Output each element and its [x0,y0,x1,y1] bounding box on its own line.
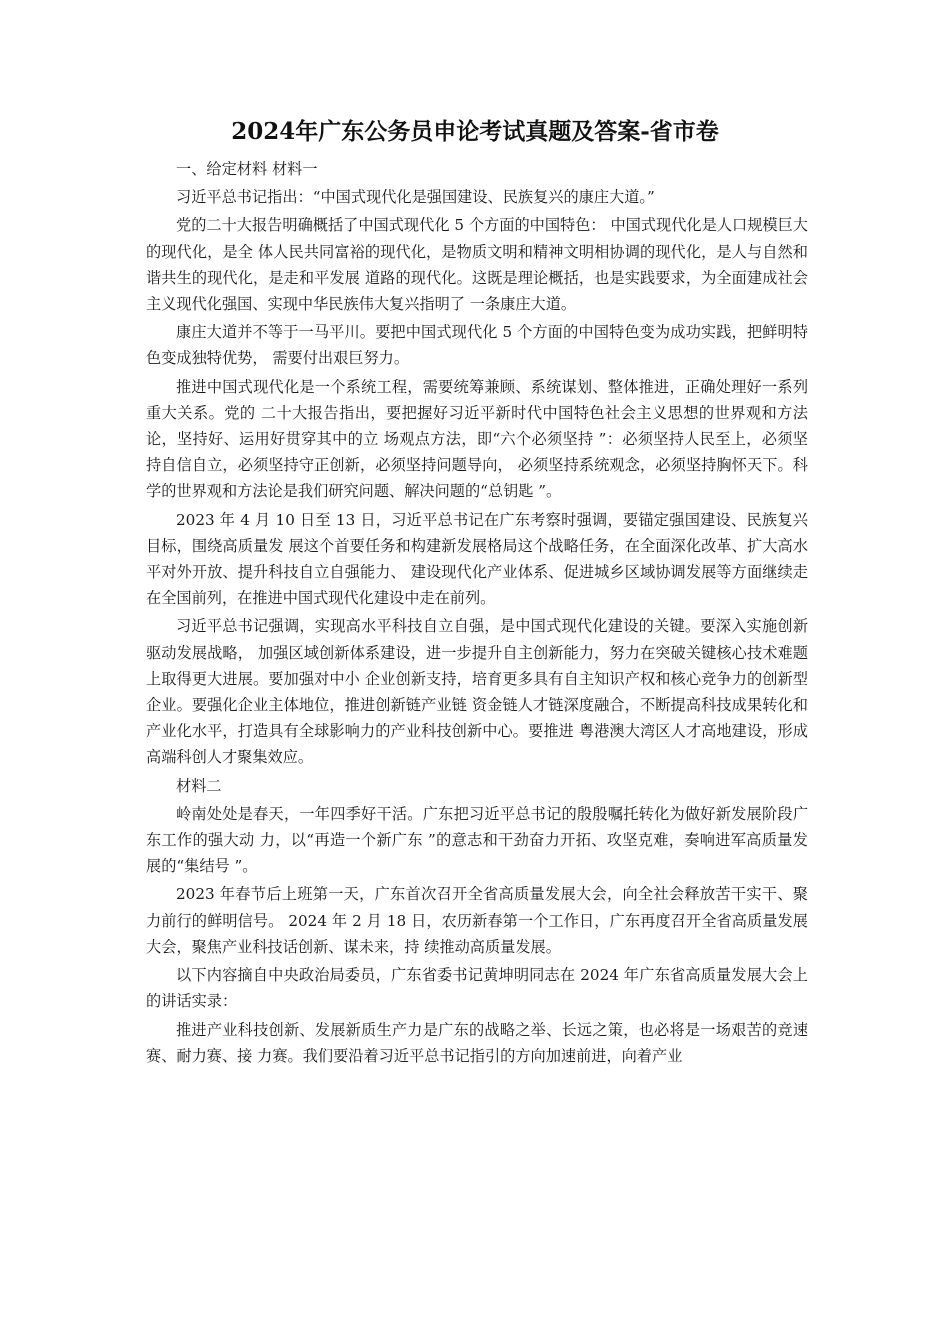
paragraph: 习近平总书记强调，实现高水平科技自立自强，是中国式现代化建设的关键。要深入实施创新驱动发展战略， 加强区域创新体系建设，进一步提升自主创新能力，努力在突破关键核心技术难题上取得更大进展。要加强对中小 企业创新支持，培育更多具有自主知识产权和核心竞争力的创新型企业。要强化企业主体地位，推进创新链产业链 资金链人才链深度融合，不断提高科技成果转化和产业化水平，打造具有全球影响力的产业科技创新中心。要推进 粤港澳大湾区人才高地建设，形成高端科创人才聚集效应。 [146,617,808,767]
paragraph: 2023 年春节后上班第一天，广东首次召开全省高质量发展大会，向全社会释放苦干实干、聚力前行的鲜明信号。 2024 年 2 月 18 日，农历新春第一个工作日，广东再度召开全省高质量发展大会，聚焦产业科技话创新、谋未来，持 续推动高质量发展。 [146,885,808,956]
paragraph: 推进中国式现代化是一个系统工程，需要统筹兼顾、系统谋划、整体推进，正确处理好一系列重大关系。党的 二十大报告指出，要把握好习近平新时代中国特色社会主义思想的世界观和方法论，坚持好、运用好贯穿其中的立 场观点方法，即“六个必须坚持 ”：必须坚持人民至上，必须坚持自信自立，必须坚持守正创新，必须坚持问题导向， 必须坚持系统观念，必须坚持胸怀天下。科学的世界观和方法论是我们研究问题、解决问题的“总钥匙 ”。 [146,377,808,501]
paragraph: 以下内容摘自中央政治局委员，广东省委书记黄坤明同志在 2024 年广东省高质量发展大会上的讲话实录： [146,966,808,1011]
paragraph: 2023 年 4 月 10 日至 13 日，习近平总书记在广东考察时强调，要锚定强国建设、民族复兴目标，围绕高质量发 展这个首要任务和构建新发展格局这个战略任务，在全面深化改革、扩大高水平对外开放、提升科技自立自强能力、 建设现代化产业体系、促进城乡区域协调发展等方面继续走在全国前列，在推进中国式现代化建设中走在前列。 [146,510,808,608]
paragraph: 党的二十大报告明确概括了中国式现代化 5 个方面的中国特色： 中国式现代化是人口规模巨大的现代化，是全 体人民共同富裕的现代化，是物质文明和精神文明相协调的现代化，是人与自然和谐共生的现代化，是走和平发展 道路的现代化。这既是理论概括，也是实践要求，为全面建成社会主义现代化强国、实现中华民族伟大复兴指明了 一条康庄大道。 [146,216,808,314]
document-body [146,156,808,1071]
paragraph-section-heading: 一、给定材料 材料一 [176,160,318,178]
paragraph: 康庄大道并不等于一马平川。要把中国式现代化 5 个方面的中国特色变为成功实践，把鲜明特色变成独特优势， 需要付出艰巨努力。 [146,323,808,368]
page-title: 2024年广东公务员申论考试真题及答案-省市卷 [231,118,719,145]
paragraph: 推进产业科技创新、发展新质生产力是广东的战略之举、长远之策，也必将是一场艰苦的竞速赛、耐力赛、接 力赛。我们要沿着习近平总书记指引的方向加速前进，向着产业 [146,1020,808,1065]
paragraph-material-heading: 材料二 [176,776,222,795]
paragraph: 岭南处处是春天，一年四季好干活。广东把习近平总书记的殷殷嘱托转化为做好新发展阶段广东工作的强大动 力，以“再造一个新广东 ”的意志和干劲奋力开拓、攻坚克难，奏响进军高质量发展的“集结号 ”。 [146,804,808,876]
paragraph: 习近平总书记指出：“中国式现代化是强国建设、民族复兴的康庄大道。” [176,188,655,207]
